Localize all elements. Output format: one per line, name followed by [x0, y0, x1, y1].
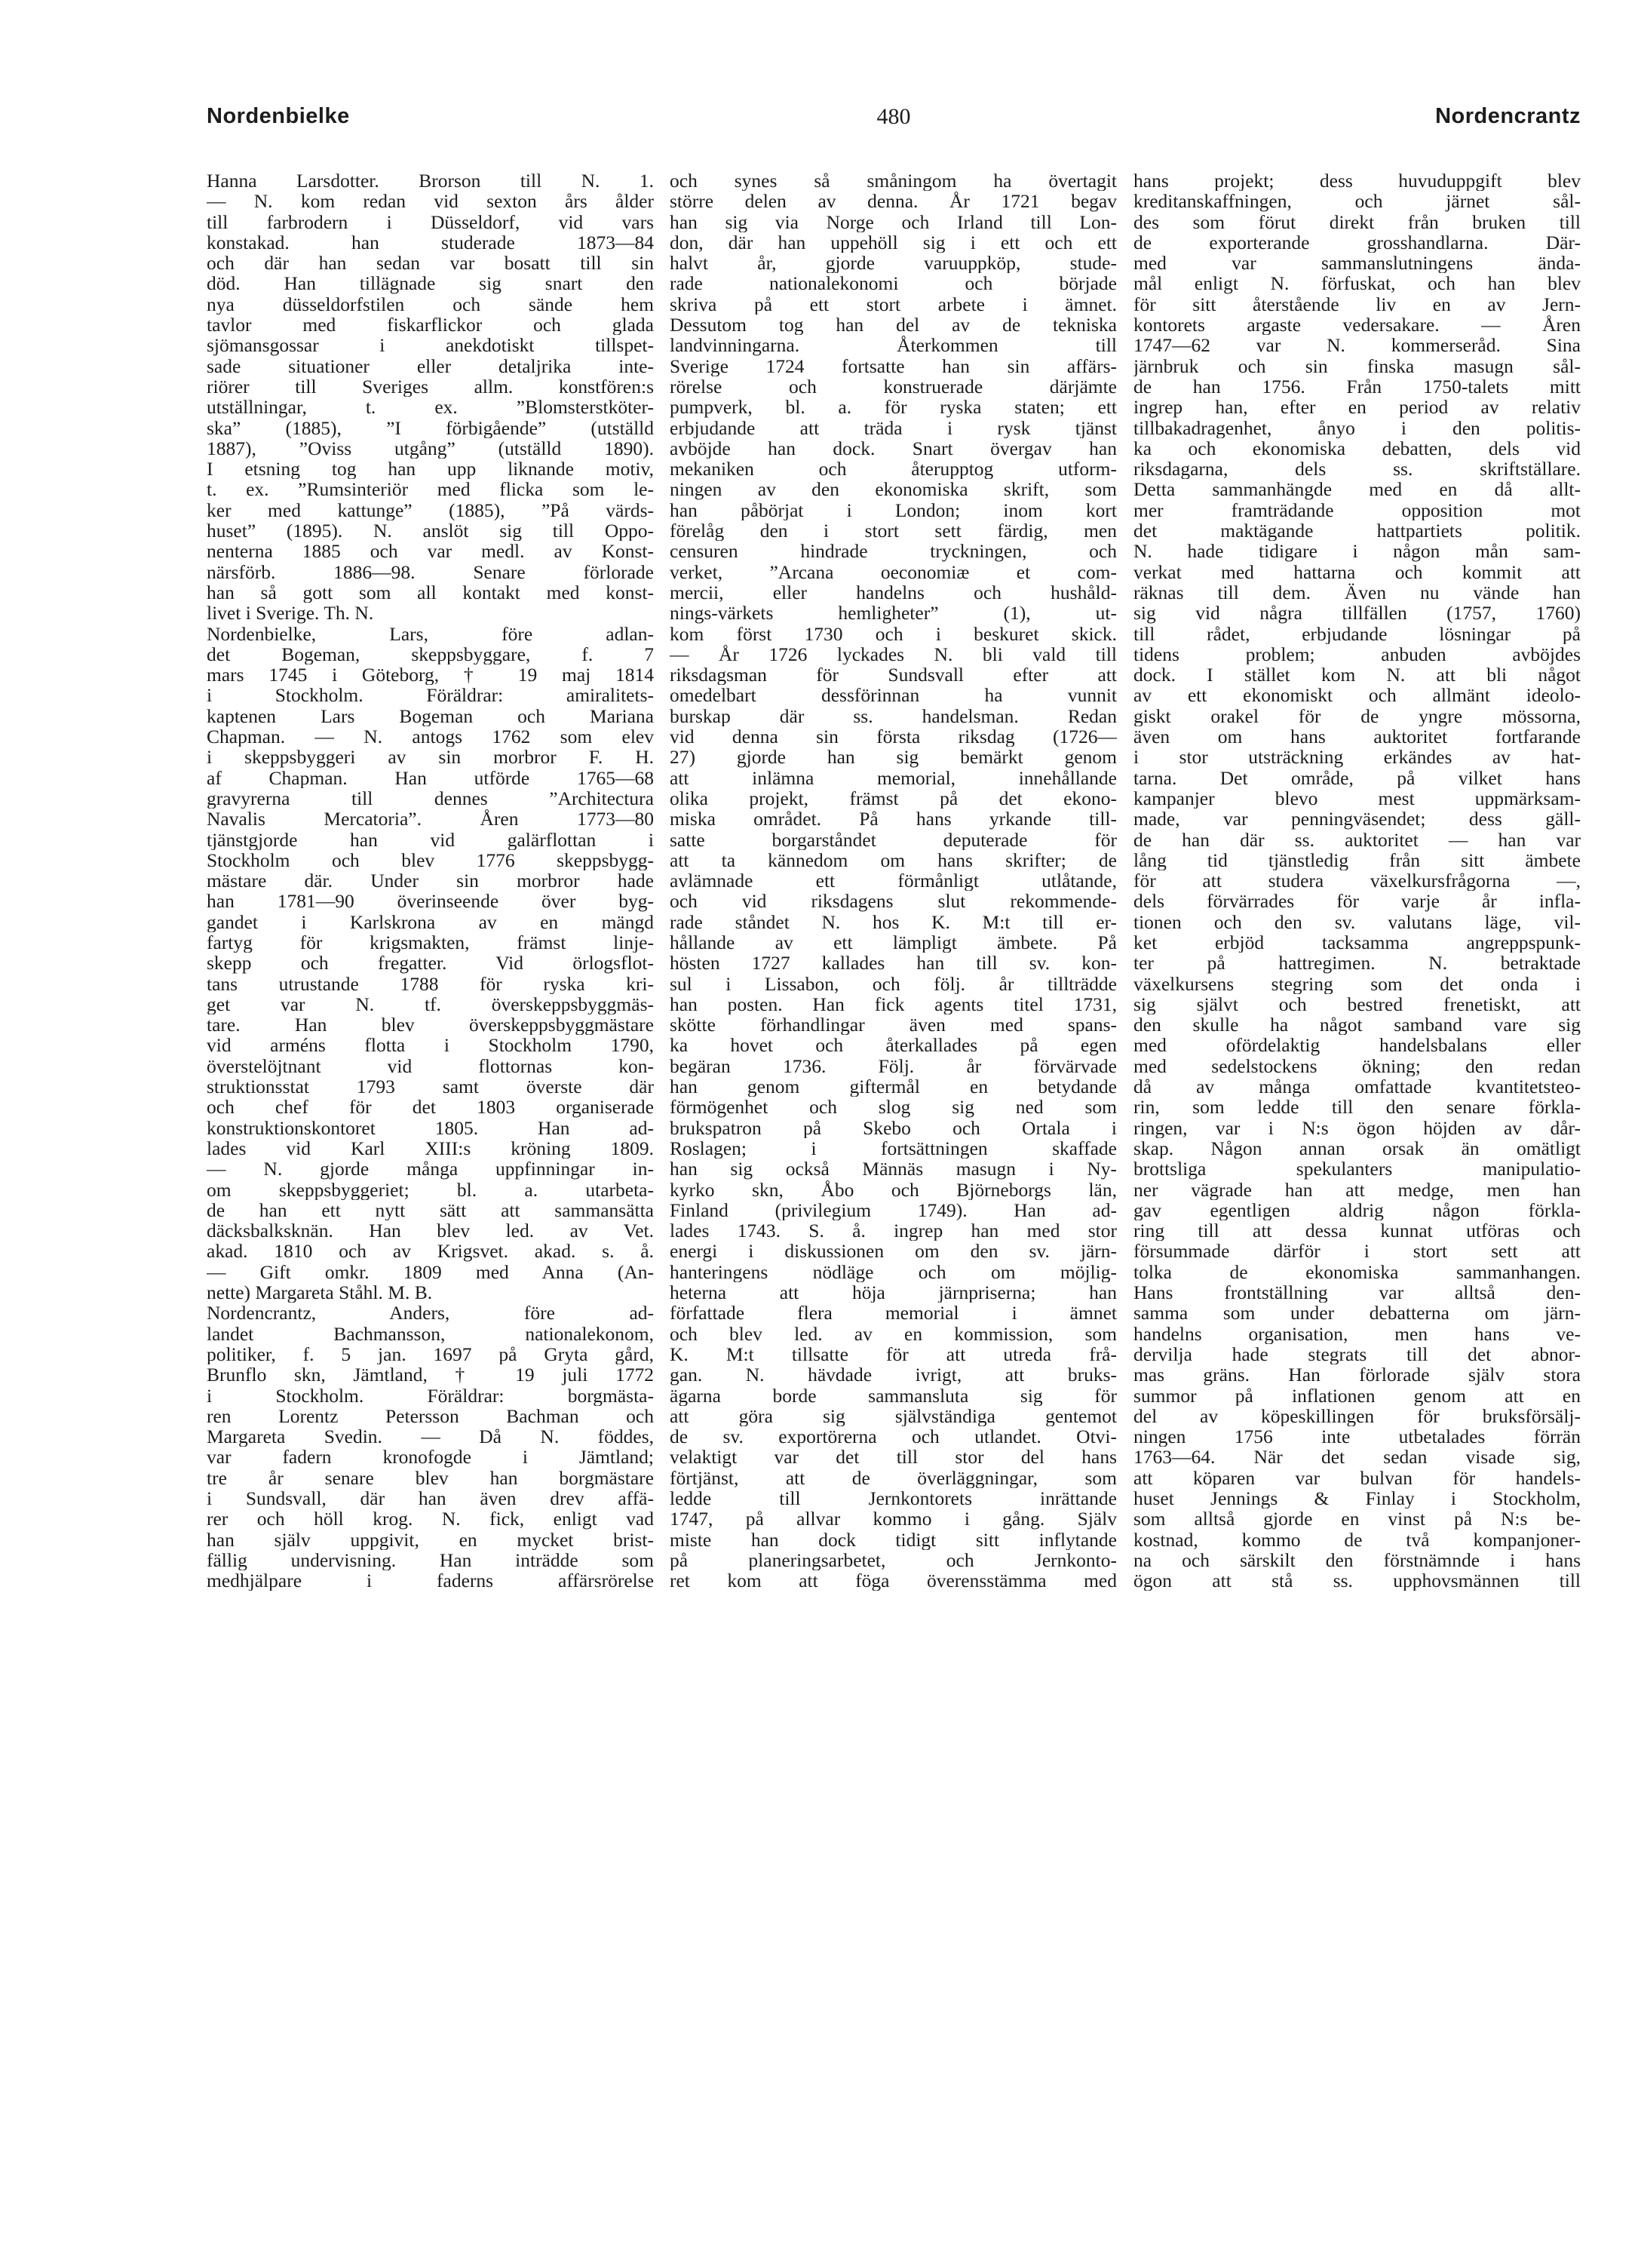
text-line: K. M:t tillsatte för att utreda frå-: [670, 1343, 1117, 1365]
text-line: — Gift omkr. 1809 med Anna (An-: [207, 1261, 654, 1283]
text-line: ningen 1756 inte utbetalades förrän: [1133, 1426, 1581, 1447]
text-line: större delen av denna. År 1721 begav: [670, 191, 1117, 212]
text-line: mas gräns. Han förlorade själv stora: [1133, 1364, 1581, 1386]
text-line: N. hade tidigare i någon mån sam-: [1133, 541, 1581, 562]
text-line: mekaniken och återupptog utform-: [670, 459, 1117, 480]
text-line: och vid riksdagens slut rekommende-: [670, 891, 1117, 912]
text-line: kampanjer blevo mest uppmärksam-: [1133, 787, 1581, 809]
text-line: det Bogeman, skeppsbyggare, f. 7: [207, 643, 654, 665]
text-line: rade nationalekonomi och började: [670, 273, 1117, 294]
text-line: han så gott som all kontakt med konst-: [207, 582, 654, 603]
text-line: Chapman. — N. antogs 1762 som elev: [207, 726, 654, 747]
text-line: han själv uppgivit, en mycket brist-: [207, 1529, 654, 1550]
text-line: dels förvärrades för varje år infla-: [1133, 891, 1581, 912]
text-line: burskap där ss. handelsman. Redan: [670, 705, 1117, 727]
text-line: riksdagsman för Sundsvall efter att: [670, 664, 1117, 686]
text-line: däcksbalksknän. Han blev led. av Vet.: [207, 1220, 654, 1241]
text-column-1: [207, 170, 654, 1591]
text-line: de sv. exportörerna och utlandet. Otvi-: [670, 1426, 1117, 1447]
text-line: hanteringens nödläge och om möjlig-: [670, 1261, 1117, 1283]
text-line: t. ex. ”Rumsinteriör med flicka som le-: [207, 479, 654, 500]
text-line: des som förut direkt från bruken till: [1133, 211, 1581, 232]
text-line: tionen och den sv. valutans läge, vil-: [1133, 911, 1581, 932]
text-line: konstruktionskontoret 1805. Han ad-: [207, 1117, 654, 1138]
text-line: ret kom att föga överensstämma med: [670, 1570, 1117, 1591]
text-line: sjömansgossar i anekdotiskt tillspet-: [207, 335, 654, 356]
text-line: mer framträdande opposition mot: [1133, 499, 1581, 521]
text-line: räknas till dem. Även nu vände han: [1133, 582, 1581, 603]
text-line: tarna. Det område, på vilket hans: [1133, 767, 1581, 788]
text-line: på planeringsarbetet, och Jernkonto-: [670, 1549, 1117, 1571]
text-line: censuren hindrade tryckningen, och: [670, 541, 1117, 562]
text-line: hans projekt; dess huvuduppgift blev: [1133, 170, 1581, 192]
text-line: I etsning tog han upp liknande motiv,: [207, 459, 654, 480]
text-line: i Stockholm. Föräldrar: amiralitets-: [207, 685, 654, 706]
text-line: författade flera memorial i ämnet: [670, 1303, 1117, 1324]
text-line: 1747—62 var N. kommerseråd. Sina: [1133, 335, 1581, 356]
text-line: politiker, f. 5 jan. 1697 på Gryta gård,: [207, 1343, 654, 1365]
text-line: lades 1743. S. å. ingrep han med stor: [670, 1220, 1117, 1241]
text-line: brukspatron på Skebo och Ortala i: [670, 1117, 1117, 1138]
text-line: död. Han tillägnade sig snart den: [207, 273, 654, 294]
text-line: järnbruk och sin finska masugn sål-: [1133, 355, 1581, 376]
header-left-keyword: Nordenbielke: [207, 104, 350, 128]
text-line: kaptenen Lars Bogeman och Mariana: [207, 705, 654, 727]
text-line: Nordenbielke, Lars, före adlan-: [207, 623, 654, 644]
text-line: ska” (1885), ”I förbigående” (utställd: [207, 417, 654, 438]
text-line: livet i Sverige. Th. N.: [207, 603, 374, 624]
text-line: 1763—64. När det sedan visade sig,: [1133, 1447, 1581, 1468]
text-line: brottsliga spekulanters manipulatio-: [1133, 1159, 1581, 1180]
text-line: rade ståndet N. hos K. M:t till er-: [670, 911, 1117, 932]
text-line: Hans frontställning var alltså den-: [1133, 1282, 1581, 1303]
text-line: tavlor med fiskarflickor och glada: [207, 315, 654, 336]
text-line: landvinningarna. Återkommen till: [670, 335, 1117, 356]
text-line: för sitt återstående liv en av Jern-: [1133, 293, 1581, 315]
text-line: ningen av den ekonomiska skrift, som: [670, 479, 1117, 500]
text-line: kreditanskaffningen, och järnet sål-: [1133, 191, 1581, 212]
text-line: att inlämna memorial, innehållande: [670, 767, 1117, 788]
text-line: förelåg den i stort sett färdig, men: [670, 520, 1117, 542]
text-line: ringen, var i N:s ögon höjden av dår-: [1133, 1117, 1581, 1138]
text-line: de han ett nytt sätt att sammansätta: [207, 1199, 654, 1221]
text-line: akad. 1810 och av Krigsvet. akad. s. å.: [207, 1241, 654, 1262]
text-line: sig självt och bestred frenetiskt, att: [1133, 993, 1581, 1015]
text-line: i Sundsvall, där han även drev affä-: [207, 1488, 654, 1509]
text-line: huset Jennings & Finlay i Stockholm,: [1133, 1488, 1581, 1509]
text-line: mästare där. Under sin morbror hade: [207, 870, 654, 892]
text-line: made, var penningväsendet; dess gäll-: [1133, 809, 1581, 830]
text-line: förtjänst, att de överläggningar, som: [670, 1467, 1117, 1488]
text-line: tans utrustande 1788 för ryska kri-: [207, 973, 654, 994]
text-line: begäran 1736. Följ. år förvärvade: [670, 1055, 1117, 1077]
text-line: Brunflo skn, Jämtland, † 19 juli 1772: [207, 1364, 654, 1386]
text-line: han påbörjat i London; inom kort: [670, 499, 1117, 521]
text-line: vid arméns flotta i Stockholm 1790,: [207, 1035, 654, 1056]
text-line: skötte förhandlingar även med spans-: [670, 1014, 1117, 1036]
text-line: nya düsseldorfstilen och sände hem: [207, 293, 654, 315]
text-line: skepp och fregatter. Vid örlogsflot-: [207, 953, 654, 974]
text-column-3: [1133, 170, 1581, 1591]
text-line: tre år senare blev han borgmästare: [207, 1467, 654, 1488]
text-line: och blev led. av en kommission, som: [670, 1323, 1117, 1344]
text-line: då av många omfattade kvantitetsteo-: [1133, 1076, 1581, 1097]
running-header: [207, 104, 1581, 142]
text-line: lång tid tjänstledig från sitt ämbete: [1133, 849, 1581, 871]
text-line: samma som under debatterna om järn-: [1133, 1303, 1581, 1324]
text-line: tidens problem; anbuden avböjdes: [1133, 643, 1581, 665]
text-line: gandet i Karlskrona av en mängd: [207, 911, 654, 932]
text-line: Nordencrantz, Anders, före ad-: [207, 1303, 654, 1324]
text-line: ka hovet och återkallades på egen: [670, 1035, 1117, 1056]
text-line: den skulle ha något samband vare sig: [1133, 1014, 1581, 1036]
text-line: växelkursens stegring som det onda i: [1133, 973, 1581, 994]
text-line: handelns organisation, men hans ve-: [1133, 1323, 1581, 1344]
text-line: ingrep han, efter en period av relativ: [1133, 397, 1581, 418]
text-line: riörer till Sveriges allm. konstfören:s: [207, 376, 654, 397]
text-line: velaktigt var det till stor del hans: [670, 1447, 1117, 1468]
text-line: 1887), ”Oviss utgång” (utställd 1890).: [207, 437, 654, 459]
text-line: rörelse och konstruerade därjämte: [670, 376, 1117, 397]
text-line: Finland (privilegium 1749). Han ad-: [670, 1199, 1117, 1221]
text-column-2: [670, 170, 1117, 1591]
text-line: nenterna 1885 och var medl. av Konst-: [207, 541, 654, 562]
text-line: erbjudande att träda i rysk tjänst: [670, 417, 1117, 438]
text-line: ket erbjöd tacksamma angreppspunk-: [1133, 931, 1581, 953]
text-line: Dessutom tog han del av de tekniska: [670, 315, 1117, 336]
text-line: del av köpeskillingen för bruksförsälj-: [1133, 1405, 1581, 1427]
text-line: ring till att dessa kunnat utföras och: [1133, 1220, 1581, 1241]
text-line: det maktägande hattpartiets politik.: [1133, 520, 1581, 542]
text-line: att ta kännedom om hans skrifter; de: [670, 849, 1117, 871]
text-line: till rådet, erbjudande lösningar på: [1133, 623, 1581, 644]
text-line: om skeppsbyggeriet; bl. a. utarbeta-: [207, 1179, 654, 1200]
text-line: verkat med hattarna och kommit att: [1133, 561, 1581, 582]
text-line: överstelöjtnant vid flottornas kon-: [207, 1055, 654, 1077]
text-line: att göra sig självständiga gentemot: [670, 1405, 1117, 1427]
text-line: fartyg för krigsmakten, främst linje-: [207, 931, 654, 953]
text-line: kontorets argaste vedersakare. — Åren: [1133, 315, 1581, 336]
text-line: Margareta Svedin. — Då N. föddes,: [207, 1426, 654, 1447]
text-line: av ett ekonomiskt och allmänt ideolo-: [1133, 685, 1581, 706]
text-line: han sig via Norge och Irland till Lon-: [670, 211, 1117, 232]
text-line: utställningar, t. ex. ”Blomsterstköter-: [207, 397, 654, 418]
text-line: de han där ss. auktoritet — han var: [1133, 829, 1581, 850]
text-line: han genom giftermål en betydande: [670, 1076, 1117, 1097]
text-line: nette) Margareta Ståhl. M. B.: [207, 1282, 433, 1303]
header-right-keyword: Nordencrantz: [1435, 104, 1581, 128]
text-line: kom först 1730 och i beskuret skick.: [670, 623, 1117, 644]
text-line: tare. Han blev överskeppsbyggmästare: [207, 1014, 654, 1036]
text-line: ka och ekonomiska debatten, dels vid: [1133, 437, 1581, 459]
text-line: till farbrodern i Düsseldorf, vid vars: [207, 211, 654, 232]
text-line: gav egentligen aldrig någon förkla-: [1133, 1199, 1581, 1221]
text-line: ledde till Jernkontorets inrättande: [670, 1488, 1117, 1509]
text-line: ker med kattunge” (1885), ”På värds-: [207, 499, 654, 521]
text-line: summor på inflationen genom att en: [1133, 1385, 1581, 1406]
text-line: sade situationer eller detaljrika inte-: [207, 355, 654, 376]
text-line: han 1781—90 överinseende över byg-: [207, 891, 654, 912]
text-line: heterna att höja järnpriserna; han: [670, 1282, 1117, 1303]
text-line: Navalis Mercatoria”. Åren 1773—80: [207, 809, 654, 830]
text-line: af Chapman. Han utförde 1765—68: [207, 767, 654, 788]
text-line: skap. Någon annan orsak än omätligt: [1133, 1137, 1581, 1159]
text-line: tillbakadragenhet, ånyo i den politis-: [1133, 417, 1581, 438]
text-line: 1747, på allvar kommo i gång. Själv: [670, 1508, 1117, 1530]
text-line: huset” (1895). N. anslöt sig till Oppo-: [207, 520, 654, 542]
text-line: skriva på ett stort arbete i ämnet.: [670, 293, 1117, 315]
text-line: 27) gjorde han sig bemärkt genom: [670, 747, 1117, 768]
text-line: struktionsstat 1793 samt överste där: [207, 1076, 654, 1097]
text-line: de han 1756. Från 1750-talets mitt: [1133, 376, 1581, 397]
text-line: ögon att stå ss. upphovsmännen till: [1133, 1570, 1581, 1591]
text-line: riksdagarna, dels ss. skriftställare.: [1133, 459, 1581, 480]
text-line: Stockholm och blev 1776 skeppsbygg-: [207, 849, 654, 871]
text-line: olika projekt, främst på det ekono-: [670, 787, 1117, 809]
text-line: miska området. På hans yrkande till-: [670, 809, 1117, 830]
text-line: — N. gjorde många uppfinningar in-: [207, 1159, 654, 1180]
text-line: vid denna sin första riksdag (1726—: [670, 726, 1117, 747]
text-line: kostnad, kommo de två kompanjoner-: [1133, 1529, 1581, 1550]
text-line: rin, som ledde till den senare förkla-: [1133, 1097, 1581, 1118]
text-line: gan. N. hävdade ivrigt, att bruks-: [670, 1364, 1117, 1386]
page-number: 480: [876, 104, 911, 129]
text-line: Hanna Larsdotter. Brorson till N. 1.: [207, 170, 654, 192]
text-line: — N. kom redan vid sexton års ålder: [207, 191, 654, 212]
text-line: halvt år, gjorde varuuppköp, stude-: [670, 253, 1117, 274]
text-line: rer och höll krog. N. fick, enligt vad: [207, 1508, 654, 1530]
text-line: energi i diskussionen om den sv. järn-: [670, 1241, 1117, 1262]
text-line: han posten. Han fick agents titel 1731,: [670, 993, 1117, 1015]
text-line: med ofördelaktig handelsbalans eller: [1133, 1035, 1581, 1056]
text-line: satte borgarståndet deputerade för: [670, 829, 1117, 850]
text-line: ter på hattregimen. N. betraktade: [1133, 953, 1581, 974]
text-line: att köparen var bulvan för handels-: [1133, 1467, 1581, 1488]
text-line: lades vid Karl XIII:s kröning 1809.: [207, 1137, 654, 1159]
text-line: Detta sammanhängde med en då allt-: [1133, 479, 1581, 500]
text-line: Sverige 1724 fortsatte han sin affärs-: [670, 355, 1117, 376]
text-line: och synes så småningom ha övertagit: [670, 170, 1117, 192]
text-line: avlämnade ett förmånligt utlåtande,: [670, 870, 1117, 892]
text-line: ren Lorentz Petersson Bachman och: [207, 1405, 654, 1427]
text-line: — År 1726 lyckades N. bli vald till: [670, 643, 1117, 665]
text-line: ägarna borde sammansluta sig för: [670, 1385, 1117, 1406]
text-line: förmögenhet och slog sig ned som: [670, 1097, 1117, 1118]
text-line: och chef för det 1803 organiserade: [207, 1097, 654, 1118]
text-line: i Stockholm. Föräldrar: borgmästa-: [207, 1385, 654, 1406]
text-line: dervilja hade stegrats till det abnor-: [1133, 1343, 1581, 1365]
text-line: tolka de ekonomiska sammanhangen.: [1133, 1261, 1581, 1283]
text-line: och där han sedan var bosatt till sin: [207, 253, 654, 274]
text-line: var fadern kronofogde i Jämtland;: [207, 1447, 654, 1468]
text-line: na och särskilt den förstnämnde i hans: [1133, 1549, 1581, 1571]
text-line: gravyrerna till dennes ”Architectura: [207, 787, 654, 809]
text-line: dock. I stället kom N. att bli något: [1133, 664, 1581, 686]
text-line: med var sammanslutningens ända-: [1133, 253, 1581, 274]
text-line: nings-värkets hemligheter” (1), ut-: [670, 603, 1117, 624]
text-line: giskt orakel för de yngre mössorna,: [1133, 705, 1581, 727]
text-line: don, där han uppehöll sig i ett och ett: [670, 232, 1117, 253]
text-line: medhjälpare i faderns affärsrörelse: [207, 1570, 654, 1591]
text-line: även om hans auktoritet fortfarande: [1133, 726, 1581, 747]
text-line: hösten 1727 kallades han till sv. kon-: [670, 953, 1117, 974]
text-line: sul i Lissabon, och följ. år tillträdde: [670, 973, 1117, 994]
text-line: med sedelstockens ökning; den redan: [1133, 1055, 1581, 1077]
text-line: mars 1745 i Göteborg, † 19 maj 1814: [207, 664, 654, 686]
text-line: hållande av ett lämpligt ämbete. På: [670, 931, 1117, 953]
text-line: verket, ”Arcana oeconomiæ et com-: [670, 561, 1117, 582]
text-line: konstakad. han studerade 1873—84: [207, 232, 654, 253]
text-line: fällig undervisning. Han inträdde som: [207, 1549, 654, 1571]
text-line: kyrko skn, Åbo och Björneborgs län,: [670, 1179, 1117, 1200]
text-line: mål enligt N. förfuskat, och han blev: [1133, 273, 1581, 294]
text-line: de exporterande grosshandlarna. Där-: [1133, 232, 1581, 253]
text-line: get var N. tf. överskeppsbyggmäs-: [207, 993, 654, 1015]
text-line: i skeppsbyggeri av sin morbror F. H.: [207, 747, 654, 768]
text-line: närsförb. 1886—98. Senare förlorade: [207, 561, 654, 582]
text-line: han sig också Männäs masugn i Ny-: [670, 1159, 1117, 1180]
text-line: miste han dock tidigt sitt inflytande: [670, 1529, 1117, 1550]
text-line: mercii, eller handelns och hushåld-: [670, 582, 1117, 603]
text-line: avböjde han dock. Snart övergav han: [670, 437, 1117, 459]
text-line: landet Bachmansson, nationalekonom,: [207, 1323, 654, 1344]
text-line: försummade därför i stort sett att: [1133, 1241, 1581, 1262]
text-line: omedelbart dessförinnan ha vunnit: [670, 685, 1117, 706]
text-line: pumpverk, bl. a. för ryska staten; ett: [670, 397, 1117, 418]
text-line: som alltså gjorde en vinst på N:s be-: [1133, 1508, 1581, 1530]
text-line: Roslagen; i fortsättningen skaffade: [670, 1137, 1117, 1159]
text-line: sig vid några tillfällen (1757, 1760): [1133, 603, 1581, 624]
text-line: ner vägrade han att medge, men han: [1133, 1179, 1581, 1200]
text-line: tjänstgjorde han vid galärflottan i: [207, 829, 654, 850]
text-line: för att studera växelkursfrågorna —,: [1133, 870, 1581, 892]
text-line: i stor utsträckning erkändes av hat-: [1133, 747, 1581, 768]
